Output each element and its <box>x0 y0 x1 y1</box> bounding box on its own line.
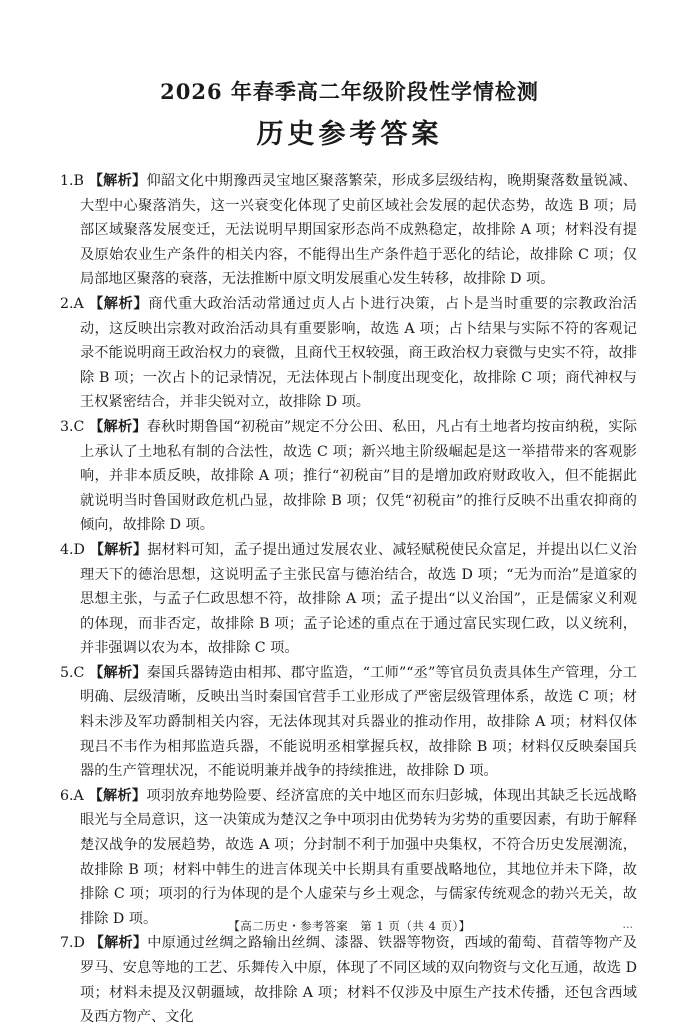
item-answer: A <box>73 787 84 804</box>
document-subtitle: 历史参考答案 <box>256 119 443 150</box>
item-number: 6. <box>60 787 74 804</box>
item-tag: 【解析】 <box>89 664 147 681</box>
answer-item-5 <box>60 661 637 784</box>
item-text: 项羽放弃地势险要、经济富庶的关中地区而东归彭城，体现出其缺乏长远战略眼光与全局意识，这一决策成为楚汉之争中项羽由优势转为劣势的重要因素，有助于解释楚汉战争的发展趋势，故选 A 项；分封制不利于加强中央集权，不符合历史发展潮流，故排除 B 项；材料中韩生的进言体现关中长期具有重要战略地位，其地位并未下降，故排除 C 项；项羽的行为体现的是个人虚荣与乡土观念，与儒家传统观念的勃兴无关，故排除 D 项。 <box>80 787 637 927</box>
item-answer: B <box>73 173 84 189</box>
item-answer: C <box>73 664 85 681</box>
item-tag: 【解析】 <box>89 935 148 952</box>
answer-item-3 <box>60 415 637 538</box>
item-answer: A <box>73 295 84 312</box>
item-text: 仰韶文化中期豫西灵宝地区聚落繁荣，形成多层级结构，晚期聚落数量锐减、大型中心聚落消失，这一兴衰变化体现了史前区域社会发展的起伏态势，故选 B 项；局部区域聚落发展变迁，无法说明早期国家形态尚不成熟稳定，故排除 A 项；材料没有提及原始农业生产条件的相关内容，不能得出生产条件趋于恶化的结论，故排除 C 项；仅局部地区聚落的衰落，无法推断中原文明发展重心发生转移，故排除 D 项。 <box>80 173 637 288</box>
answer-item-4 <box>60 538 637 661</box>
item-text: 商代重大政治活动常通过贞人占卜进行决策，占卜是当时重要的宗教政治活动，这反映出宗教对政治活动具有重要影响，故选 A 项；占卜结果与实际不符的客观记录不能说明商王政治权力的衰微，且商代王权较强，商王政治权力衰微与史实不符，故排除 B 项；一次占卜的记录情况，无法体现占卜制度出现变化，故排除 C 项；商代神权与王权紧密结合，并非尖锐对立，故排除 D 项。 <box>80 295 637 411</box>
item-answer: D <box>73 935 85 952</box>
item-number: 3. <box>60 418 74 435</box>
item-text: 春秋时期鲁国“初税亩”规定不分公田、私田，凡占有土地者均按亩纳税，实际上承认了土地私有制的合法性，故选 C 项；新兴地主阶级崛起是这一举措带来的客观影响，并非本质反映，故排除 A 项；推行“初税亩”目的是增加政府财政收入，但不能据此就说明当时鲁国财政危机凸显，故排除 B 项；仅凭“初税亩”的推行反映不出重农抑商的倾向，故排除 D 项。 <box>80 418 637 534</box>
item-tag: 【解析】 <box>89 541 148 558</box>
page-footer: 【高二历史・参考答案 第 1 页（共 4 页）】 <box>228 919 471 933</box>
exam-title: 2026 年春季高二年级阶段性学情检测 <box>160 79 539 104</box>
item-answer: C <box>73 418 85 435</box>
answer-item-6 <box>60 784 637 932</box>
answer-item-7 <box>60 931 637 1029</box>
item-text: 中原通过丝绸之路输出丝绸、漆器、铁器等物资，西域的葡萄、苜蓿等物产及罗马、安息等地的工艺、乐舞传入中原，体现了不同区域的双向物资与文化互通，故选 D 项；材料未提及汉朝疆域，故排除 A 项；材料不仅涉及中原生产技术传播，还包含西域及西方物产、文化 <box>80 935 637 1026</box>
item-number: 5. <box>60 664 74 681</box>
answer-list <box>60 169 637 1030</box>
answer-item-2 <box>60 292 637 415</box>
item-text: 据材料可知，孟子提出通过发展农业、减轻赋税使民众富足，并提出以仁义治理天下的德治思想，这说明孟子主张民富与德治结合，故选 D 项；“无为而治”是道家的思想主张，与孟子仁政思想不符，故排除 A 项；孟子提出“以义治国”，正是儒家义利观的体现，而非否定，故排除 B 项；孟子论述的重点在于通过富民实现仁政，以义统利，并非强调以农为本，故排除 C 项。 <box>80 541 637 657</box>
item-tag: 【解析】 <box>88 787 147 804</box>
item-number: 7. <box>60 935 74 952</box>
item-number: 2. <box>60 295 74 312</box>
item-answer: D <box>73 541 85 558</box>
item-tag: 【解析】 <box>88 173 147 189</box>
item-tag: 【解析】 <box>89 418 147 435</box>
item-number: 1. <box>60 173 74 189</box>
answer-item-1 <box>60 169 637 292</box>
item-number: 4. <box>60 541 74 558</box>
item-text: 秦国兵器铸造由相邦、郡守监造，“工师”“丞”等官员负责具体生产管理，分工明确、层级清晰，反映出当时秦国官营手工业形成了严密层级管理体系，故选 C 项；材料未涉及军功爵制相关内容，无法体现其对兵器业的推动作用，故排除 A 项；材料仅体现吕不韦作为相邦监造兵器，不能说明丞相掌握兵权，故排除 B 项；材料仅反映秦国兵器的生产管理状况，不能说明兼并战争的持续推进，故排除 D 项。 <box>80 664 637 780</box>
item-tag: 【解析】 <box>88 295 149 312</box>
corner-mark: ... <box>622 918 633 931</box>
